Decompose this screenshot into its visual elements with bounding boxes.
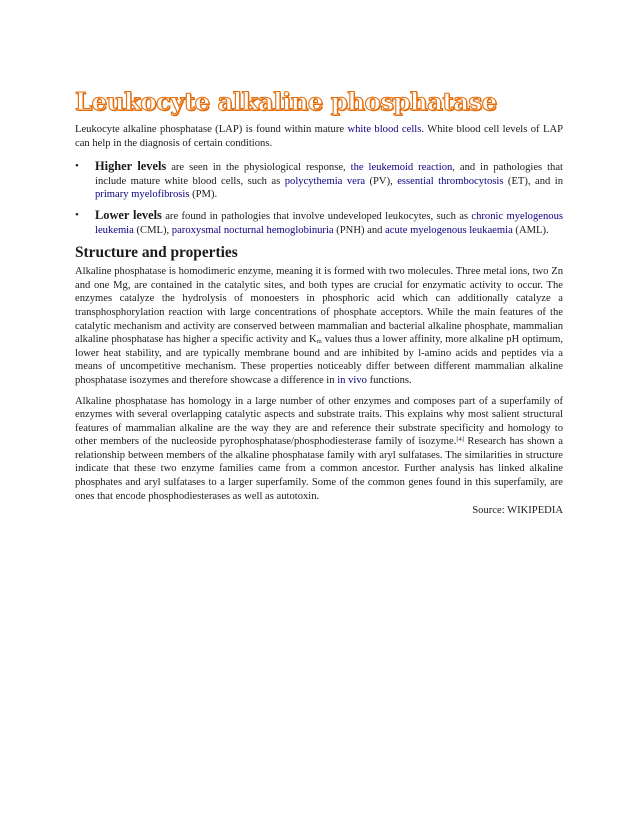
link-leukemoid-reaction[interactable]: the leukemoid reaction bbox=[350, 162, 453, 174]
paragraph-text: Research has shown a relationship between members of the alkaline phosphatase family with aryl sulfatases. The similarities in structure indicate that these two enzyme families came from a common ancestor. Further analysis has linked alkaline phosphates and aryl sulfatases to a larger superfamily. Some of the common genes found in this superfamily, are ones that encode phosphodiesterases as well as autotoxin. bbox=[75, 436, 563, 502]
bullet-text: are seen in the physiological response, bbox=[166, 162, 351, 174]
bullet-text: (PNH) and bbox=[333, 224, 386, 236]
link-paroxysmal-nocturnal-hemoglobinuria[interactable]: paroxysmal nocturnal hemoglobinuria bbox=[171, 224, 334, 236]
section-heading: Structure and properties bbox=[75, 244, 238, 262]
bullet-text: (PV), bbox=[365, 175, 398, 187]
bullet-text: (ET), and in bbox=[503, 175, 564, 187]
reference-marker[interactable]: [4] bbox=[456, 436, 464, 444]
bullet-text: are found in pathologies that involve undeveloped leukocytes, such as bbox=[161, 210, 472, 222]
bullet-lead: Higher levels bbox=[95, 159, 167, 174]
intro-text: . White blood cell levels of LAP can help in the diagnosis of certain conditions. bbox=[75, 124, 563, 149]
bullet-text: , and in pathologies that include mature white blood cells, such as bbox=[95, 162, 563, 187]
km-subscript: m bbox=[316, 338, 322, 346]
bullet-text: (AML). bbox=[512, 224, 549, 236]
link-in-vivo[interactable]: in vivo bbox=[337, 374, 367, 386]
paragraph-text: values thus a lower affinity, more alkaline pH optimum, lower heat stability, and are typically membrane bound and are inhibited by l-amino acids and peptides via a means of uncompetitive mechanism. These properties noticeably differ between different mammalian alkaline phosphatase isozymes and therefore showcase a difference in bbox=[75, 334, 564, 386]
link-primary-myelofibrosis[interactable]: primary myelofibrosis bbox=[95, 189, 190, 201]
link-essential-thrombocytosis[interactable]: essential thrombocytosis bbox=[397, 175, 504, 187]
page-title: Leukocyte alkaline phosphatase bbox=[75, 87, 497, 116]
paragraph-text: Alkaline phosphatase has homology in a large number of other enzymes and composes part of a superfamily of enzymes with several overlapping catalytic aspects and substrate traits. This explains why most salient structural features of mammalian alkaline are the way they are and reference their substrate specificity and homology to other members of the nucleoside pyrophosphatase/phosphodiesterase family of isozyme. bbox=[75, 395, 563, 448]
bullet-icon: • bbox=[75, 208, 79, 221]
bullet-icon: • bbox=[75, 160, 79, 173]
intro-text: Leukocyte alkaline phosphatase (LAP) is found within mature bbox=[75, 124, 348, 135]
link-polycythemia-vera[interactable]: polycythemia vera bbox=[284, 175, 366, 187]
link-acute-myelogenous-leukaemia[interactable]: acute myelogenous leukaemia bbox=[385, 224, 513, 236]
article-body bbox=[75, 88, 563, 518]
structure-paragraph-1 bbox=[75, 265, 563, 387]
link-chronic-myelogenous-leukemia[interactable]: chronic myelogenous leukemia bbox=[95, 210, 563, 236]
link-white-blood-cells[interactable]: white blood cells bbox=[347, 124, 422, 135]
list-item-higher-levels bbox=[75, 160, 563, 202]
paragraph-text: Alkaline phosphatase is homodimeric enzyme, meaning it is formed with two molecules. Three metal ions, two Zn and one Mg, are contained in the catalytic sites, and both types are crucial for enzymatic activity to occur. The enzymes catalyze the hydrolysis of monoesters in phosphoric acid which can additionally catalyze a transphosphorylation reaction with large concentrations of phosphate acceptors. While the main features of the catalytic mechanism and activity are conserved between mammalian and bacterial alkaline phosphate, mammalian alkaline phosphatase has higher a specific activity and K bbox=[75, 266, 563, 346]
bullet-lead: Lower levels bbox=[95, 207, 162, 222]
structure-paragraph-2 bbox=[75, 395, 563, 504]
paragraph-text: functions. bbox=[366, 374, 412, 386]
bullet-text: (PM). bbox=[189, 189, 218, 201]
list-item-lower-levels bbox=[75, 209, 563, 237]
levels-list bbox=[75, 160, 563, 237]
intro-paragraph bbox=[75, 123, 563, 150]
bullet-text: (CML), bbox=[133, 224, 172, 236]
source-attribution: Source: WIKIPEDIA bbox=[472, 505, 563, 517]
